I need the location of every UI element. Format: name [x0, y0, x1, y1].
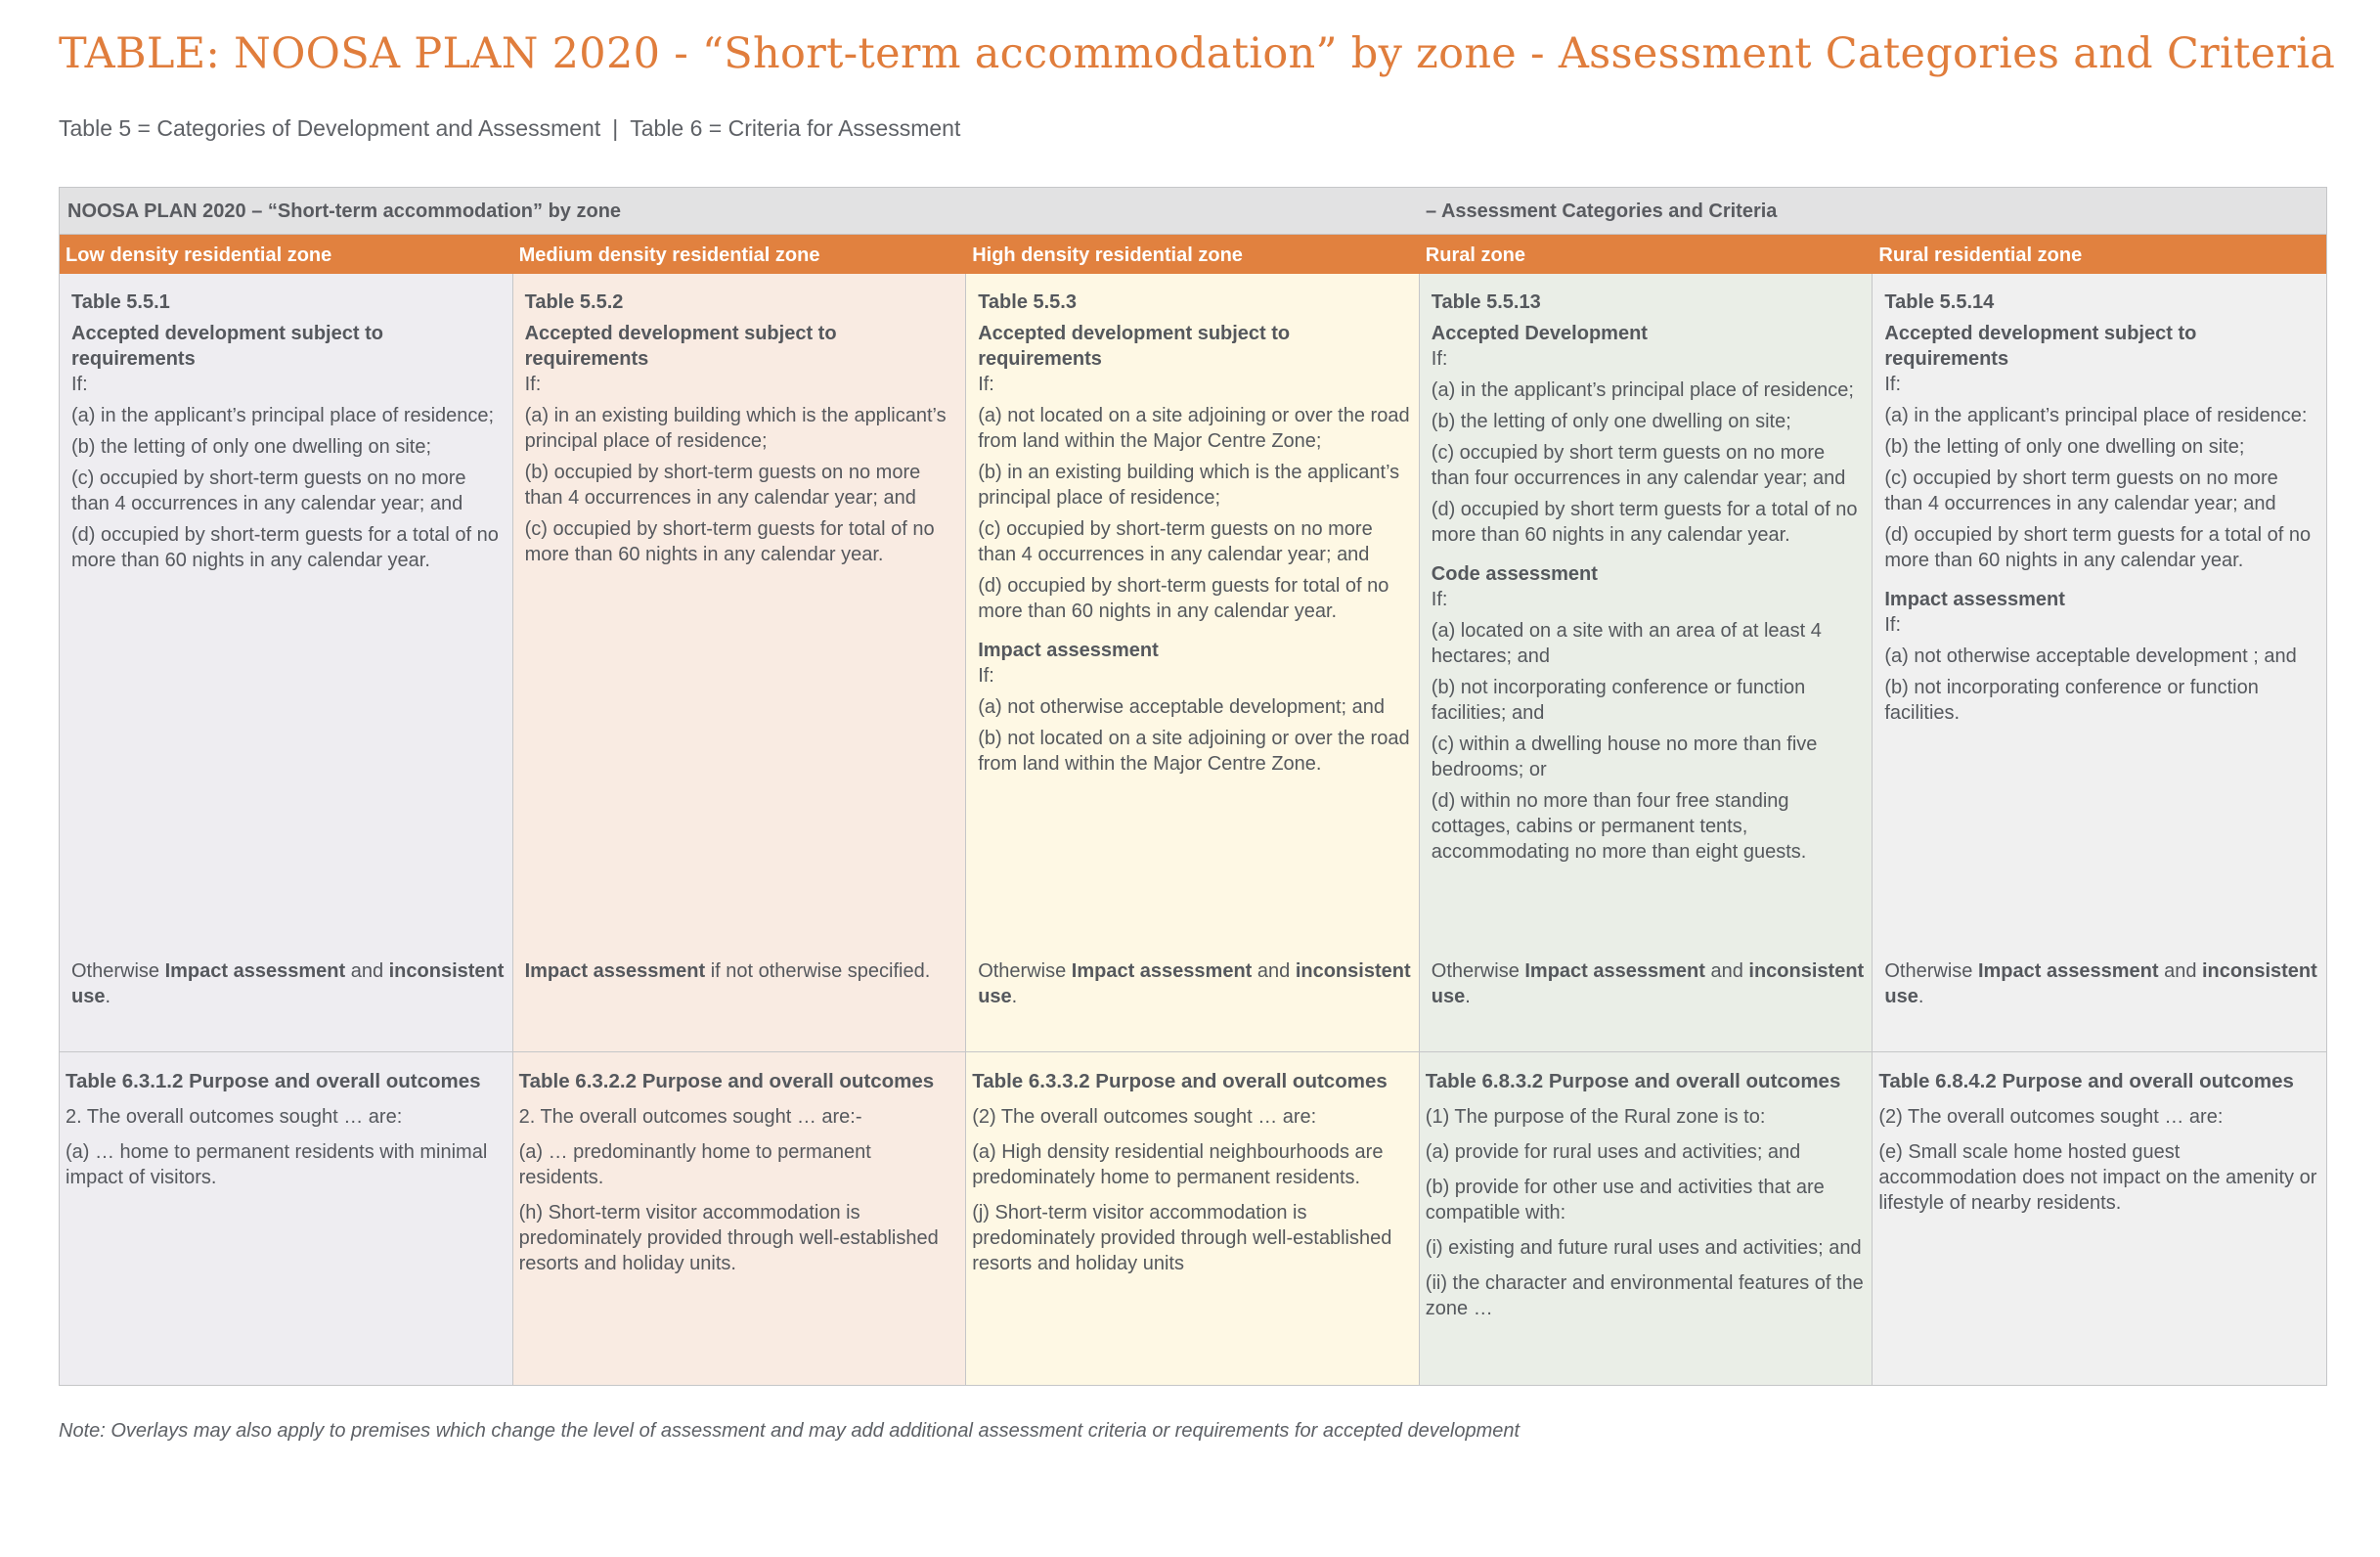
condition-item: (a) in the applicant’s principal place of residence;: [71, 405, 495, 426]
zone-column: [60, 274, 513, 1385]
condition-item: (d) occupied by short term guests for a total of no more than 60 nights in any calendar year.: [1431, 499, 1858, 546]
zone-column: [1873, 274, 2326, 1385]
table-number: Table 5.5.3: [978, 291, 1077, 313]
subtitle-separator: |: [612, 115, 619, 141]
outcome-item: 2. The overall outcomes sought … are:: [66, 1106, 403, 1128]
outcome-item: (h) Short-term visitor accommodation is predominately provided through well-established resorts and holiday units.: [518, 1202, 939, 1274]
outcome-item: (a) High density residential neighbourhoods are predominately home to permanent residents.: [972, 1141, 1384, 1188]
otherwise-bold2: inconsistent use: [1884, 960, 2317, 1007]
outcome-item: (a) … predominantly home to permanent residents.: [518, 1141, 871, 1188]
section-heading: Code assessment: [1431, 563, 1598, 585]
if-label: If:: [1431, 589, 1448, 610]
development-category-cell: [513, 274, 966, 1052]
condition-item: (a) not located on a site adjoining or over the road from land within the Major Centre Zone;: [978, 405, 1410, 452]
subtitle-part1: Table 5 = Categories of Development and Assessment: [59, 115, 601, 141]
otherwise-bold: Impact assessment: [1071, 960, 1253, 982]
otherwise-mid: and: [345, 960, 389, 982]
otherwise-text: [1432, 958, 1865, 1009]
table-number: Table 5.5.2: [524, 291, 624, 313]
header-right: – Assessment Categories and Criteria: [1426, 200, 1778, 222]
condition-item: (c) occupied by short-term guests on no more than 4 occurrences in any calendar year; and: [978, 518, 1373, 565]
table-number: Table 5.5.14: [1884, 291, 1995, 313]
otherwise-bold2: inconsistent use: [1431, 960, 1865, 1007]
outcome-item: (i) existing and future rural uses and activities; and: [1425, 1237, 1862, 1259]
otherwise-pre: Otherwise: [1431, 960, 1525, 982]
otherwise-text: [71, 958, 505, 1009]
otherwise-pre: Otherwise: [1884, 960, 1978, 982]
development-category-cell: [60, 274, 512, 1052]
otherwise-post: .: [105, 986, 111, 1007]
zone-column: [513, 274, 967, 1385]
condition-item: (b) not incorporating conference or function facilities.: [1884, 677, 2259, 724]
category-content: [513, 274, 966, 567]
category-heading: Accepted development subject to requirements: [978, 323, 1291, 370]
category-heading: Accepted development subject to requirements: [524, 323, 837, 370]
condition-item: (d) within no more than four free standing cottages, cabins or permanent tents, accommodating no more than eight guests.: [1431, 790, 1807, 863]
condition-item: (a) in the applicant’s principal place of residence:: [1884, 405, 2308, 426]
outcomes-title: Table 6.3.3.2 Purpose and overall outcomes: [972, 1070, 1388, 1092]
otherwise-mid: and: [2158, 960, 2202, 982]
condition-item: (b) not incorporating conference or function facilities; and: [1431, 677, 1806, 724]
outcomes-cell: [1873, 1052, 2326, 1385]
otherwise-bold: Impact assessment: [1977, 960, 2159, 982]
table-number: Table 5.5.13: [1431, 291, 1541, 313]
if-label: If:: [524, 374, 542, 395]
table-top-header: [60, 188, 2326, 235]
category-heading: Accepted development subject to requirements: [1884, 323, 2197, 370]
outcome-item: (e) Small scale home hosted guest accommodation does not impact on the amenity or lifestyle of nearby residents.: [1878, 1141, 2317, 1214]
subtitle-part2: Table 6 = Criteria for Assessment: [630, 115, 961, 141]
condition-item: (c) occupied by short term guests on no more than 4 occurrences in any calendar year; and: [1884, 467, 2278, 514]
otherwise-text: [1884, 958, 2318, 1009]
condition-item: (c) occupied by short-term guests on no more than 4 occurrences in any calendar year; and: [71, 467, 466, 514]
outcomes-cell: [60, 1052, 512, 1385]
outcomes-title: Table 6.3.1.2 Purpose and overall outcomes: [66, 1070, 481, 1092]
zone-column: [1420, 274, 1873, 1385]
condition-item: (c) occupied by short-term guests for total of no more than 60 nights in any calendar year.: [524, 518, 935, 565]
outcome-item: (2) The overall outcomes sought … are:: [972, 1106, 1317, 1128]
condition-item: (c) within a dwelling house no more than five bedrooms; or: [1431, 734, 1818, 780]
zone-header-row: [60, 235, 2326, 274]
otherwise-text: [525, 958, 958, 984]
otherwise-pre: Otherwise: [71, 960, 165, 982]
header-left: NOOSA PLAN 2020 – “Short-term accommodation” by zone: [67, 200, 622, 222]
zone-header: Medium density residential zone: [518, 245, 820, 266]
if-label: If:: [1884, 374, 1902, 395]
outcome-item: (1) The purpose of the Rural zone is to:: [1425, 1106, 1766, 1128]
page-title: TABLE: NOOSA PLAN 2020 - “Short-term accommodation” by zone - Assessment Categories and Criteria: [59, 29, 2336, 78]
zone-header: Rural zone: [1425, 245, 1526, 266]
condition-item: (b) in an existing building which is the applicant’s principal place of residence;: [978, 462, 1400, 509]
outcomes-title: Table 6.3.2.2 Purpose and overall outcomes: [518, 1070, 935, 1092]
category-content: [966, 274, 1419, 777]
if-label: If:: [71, 374, 88, 395]
outcome-item: (b) provide for other use and activities that are compatible with:: [1425, 1177, 1825, 1223]
zone-column: [966, 274, 1420, 1385]
development-category-cell: [1873, 274, 2326, 1052]
outcomes-title: Table 6.8.3.2 Purpose and overall outcomes: [1425, 1070, 1841, 1092]
outcome-item: (a) … home to permanent residents with minimal impact of visitors.: [66, 1141, 488, 1188]
category-content: [1873, 274, 2326, 726]
outcome-item: (ii) the character and environmental features of the zone …: [1425, 1272, 1864, 1319]
otherwise-bold: Impact assessment: [164, 960, 346, 982]
condition-item: (b) not located on a site adjoining or over the road from land within the Major Centre Zone.: [978, 728, 1410, 775]
condition-item: (d) occupied by short-term guests for a total of no more than 60 nights in any calendar year.: [71, 524, 499, 571]
category-content: [60, 274, 512, 573]
condition-item: (b) the letting of only one dwelling on site;: [1884, 436, 2245, 458]
condition-item: (a) located on a site with an area of at least 4 hectares; and: [1431, 620, 1822, 667]
condition-item: (c) occupied by short term guests on no more than four occurrences in any calendar year; and: [1431, 442, 1846, 489]
outcomes-title: Table 6.8.4.2 Purpose and overall outcomes: [1878, 1070, 2294, 1092]
outcome-item: (j) Short-term visitor accommodation is predominately provided through well-established resorts and holiday units: [972, 1202, 1392, 1274]
outcome-item: 2. The overall outcomes sought … are:-: [518, 1106, 862, 1128]
otherwise-mid: and: [1252, 960, 1296, 982]
if-label: If:: [1431, 348, 1448, 370]
outcome-item: (a) provide for rural uses and activities; and: [1425, 1141, 1801, 1163]
condition-item: (b) the letting of only one dwelling on site;: [71, 436, 431, 458]
otherwise-text: [978, 958, 1411, 1009]
outcome-item: (2) The overall outcomes sought … are:: [1878, 1106, 2224, 1128]
footnote: Note: Overlays may also apply to premises which change the level of assessment and may add additional assessment criteria or requirements for accepted development: [59, 1420, 1521, 1442]
development-category-cell: [966, 274, 1419, 1052]
outcomes-cell: [1420, 1052, 1873, 1385]
otherwise-bold2: inconsistent use: [71, 960, 505, 1007]
otherwise-bold: Impact assessment: [524, 960, 706, 982]
condition-item: (a) not otherwise acceptable development; and: [978, 696, 1385, 718]
subtitle: [59, 115, 960, 142]
otherwise-pre: Otherwise: [978, 960, 1072, 982]
section-heading: Impact assessment: [978, 640, 1159, 661]
category-content: [1420, 274, 1873, 865]
condition-item: (d) occupied by short-term guests for total of no more than 60 nights in any calendar year.: [978, 575, 1389, 622]
category-heading: Accepted Development: [1431, 323, 1648, 344]
outcomes-cell: [513, 1052, 966, 1385]
zone-header: Low density residential zone: [66, 245, 332, 266]
condition-item: (a) in an existing building which is the applicant’s principal place of residence;: [524, 405, 947, 452]
otherwise-post: .: [1465, 986, 1471, 1007]
section-heading: Impact assessment: [1884, 589, 2065, 610]
if-label: If:: [978, 374, 994, 395]
condition-item: (d) occupied by short term guests for a total of no more than 60 nights in any calendar year.: [1884, 524, 2312, 571]
otherwise-bold2: inconsistent use: [978, 960, 1411, 1007]
condition-item: (a) in the applicant’s principal place of residence;: [1431, 379, 1854, 401]
condition-item: (b) occupied by short-term guests on no more than 4 occurrences in any calendar year; and: [524, 462, 921, 509]
otherwise-mid: if not otherwise specified.: [705, 960, 931, 982]
table-number: Table 5.5.1: [71, 291, 170, 313]
condition-item: (b) the letting of only one dwelling on site;: [1431, 411, 1791, 432]
if-label: If:: [978, 665, 994, 687]
zone-columns: [60, 274, 2326, 1385]
condition-item: (a) not otherwise acceptable development ; and: [1884, 645, 2297, 667]
otherwise-post: .: [1011, 986, 1018, 1007]
development-category-cell: [1420, 274, 1873, 1052]
outcomes-cell: [966, 1052, 1419, 1385]
if-label: If:: [1884, 614, 1902, 636]
zone-header: Rural residential zone: [1878, 245, 2083, 266]
otherwise-bold: Impact assessment: [1524, 960, 1705, 982]
otherwise-mid: and: [1704, 960, 1749, 982]
otherwise-post: .: [1917, 986, 1924, 1007]
assessment-table: [59, 187, 2327, 1386]
zone-header: High density residential zone: [972, 245, 1243, 266]
category-heading: Accepted development subject to requirements: [71, 323, 383, 370]
